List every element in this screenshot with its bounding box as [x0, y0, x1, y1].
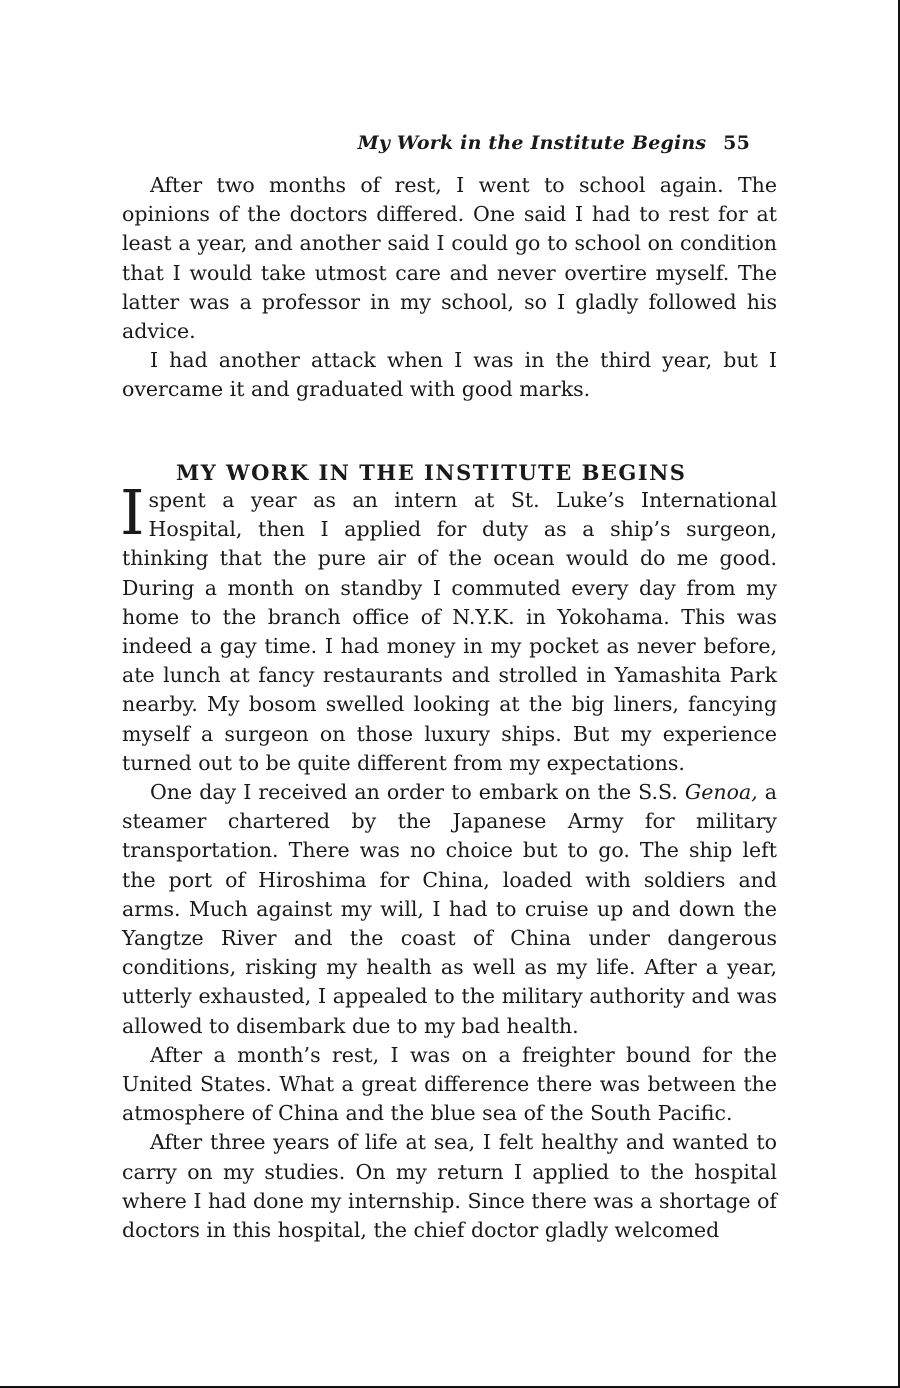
page-number: 55: [723, 132, 750, 154]
drop-cap: I: [120, 476, 145, 549]
paragraph: [122, 778, 777, 1041]
running-head: [358, 132, 750, 154]
section-heading: MY WORK IN THE INSTITUTE BEGINS: [176, 460, 687, 485]
paragraph: After a month’s rest, I was on a freighter bound for the United States. What a great difference there was between the atmosphere of China and the blue sea of the South Pacific.: [122, 1042, 777, 1126]
paragraph: I had another attack when I was in the third year, but I overcame it and graduated with good marks.: [122, 348, 777, 402]
paragraph-text: a steamer chartered by the Japanese Army for military transportation. There was no choice but to go. The ship left the port of Hiroshima for China, loaded with soldiers and arms. Much against my will, I had to cruise up and down the Yangtze River and the coast of China under dangerous conditions, risking my health as well as my life. After a year, utterly exhausted, I appealed to the military authority and was allowed to disembark due to my bad health.: [122, 780, 777, 1038]
running-title: My Work in the Institute Begins: [357, 132, 707, 154]
section-text-block: [120, 476, 777, 1245]
paragraph-text: spent a year as an intern at St. Luke’s International Hospital, then I applied for duty as a ship’s surgeon, thinking that the pure air of the ocean would do me good. During a month on standby I commuted every day from my home to the branch office of N.Y.K. in Yokohama. This was indeed a gay time. I had money in my pocket as never before, ate lunch at fancy restaurants and strolled in Yamashita Park nearby. My bosom swelled looking at the big liners, fancying myself a surgeon on those luxury ships. But my experience turned out to be quite different from my expectations.: [122, 488, 777, 775]
ship-name: Genoa,: [684, 780, 758, 805]
top-text-block: [122, 171, 777, 405]
paragraph: [120, 476, 777, 778]
paragraph-text: One day I received an order to embark on the S.S.: [150, 780, 685, 805]
paragraph: After three years of life at sea, I felt healthy and wanted to carry on my studies. On my return I applied to the hospital where I had done my internship. Since there was a shortage of doctors in this hospital, the chief doctor gladly welcomed: [122, 1130, 777, 1243]
paragraph: After two months of rest, I went to school again. The opinions of the doctors differed. One said I had to rest for at least a year, and another said I could go to school on condition that I would take utmost care and never overtire myself. The latter was a professor in my school, so I gladly followed his advice.: [122, 173, 777, 344]
